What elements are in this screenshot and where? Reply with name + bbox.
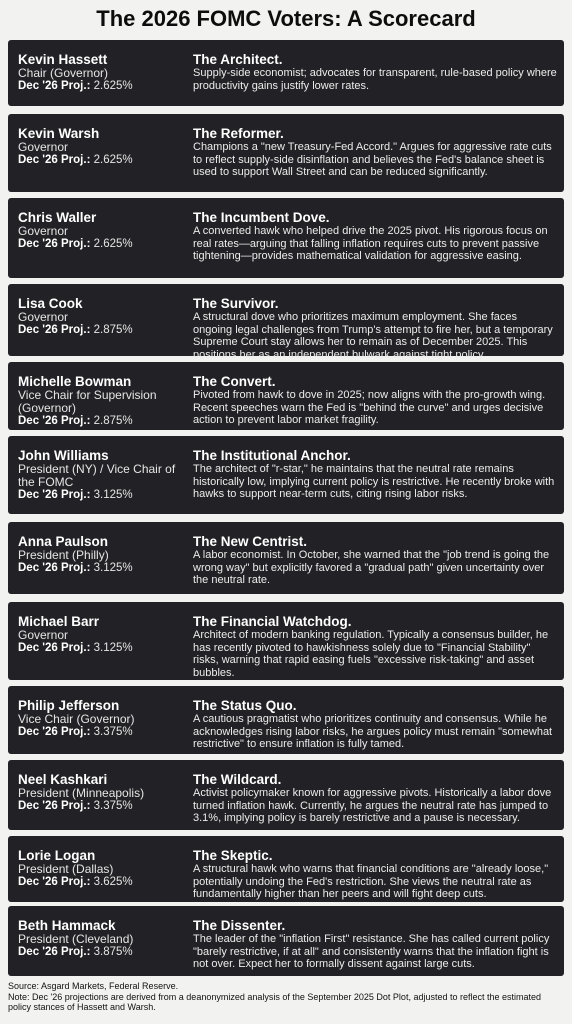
voter-archetype: The New Centrist. [193,534,308,549]
voter-profile [193,614,558,679]
projection-value: 3.125% [93,642,133,654]
voter-card [8,760,564,830]
voter-name: Philip Jefferson [18,698,120,713]
footer-notes [8,981,564,1013]
voter-name: Michelle Bowman [18,374,132,389]
projection-value: 2.875% [93,415,133,427]
voter-name: Kevin Warsh [18,126,100,141]
voter-name: Lorie Logan [18,848,96,863]
voter-projection [18,489,188,502]
voter-archetype: The Survivor. [193,296,279,311]
voter-profile [193,448,558,501]
voter-description: The architect of "r-star," he maintains that the neutral rate remains historically low, implying current policy is restrictive. He recently broke with hawks to support near-term cuts, citing rising labor risks. [193,463,555,501]
voter-description: A structural dove who prioritizes maximum employment. She faces ongoing legal challenges from Trump's attempt to fire her, but a temporary Supreme Court stay allows her to remain as of December 2025. This positions her as an independent bulwark against tight policy. [193,311,553,361]
voter-info [18,52,188,93]
voter-archetype: The Wildcard. [193,772,282,787]
voter-info [18,918,188,959]
voter-card [8,114,564,192]
voter-projection [18,415,188,428]
projection-label: Dec '26 Proj.: [18,489,91,501]
voter-card [8,362,564,430]
voter-card [8,284,564,361]
footer-note: Note: Dec '26 projections are derived from a deanonymized analysis of the September 2025 Dot Plot, adjusted to reflect the estimated policy stances of Hassett and Warsh. [8,991,542,1012]
voter-card [8,436,564,514]
voter-card [8,906,564,976]
voter-name: John Williams [18,448,109,463]
voter-profile [193,772,558,825]
voter-info [18,296,188,337]
voter-projection [18,800,188,813]
voter-projection [18,642,188,655]
voter-name: Anna Paulson [18,534,109,549]
voter-card [8,522,564,594]
footer-source: Source: Asgard Markets, Federal Reserve. [8,981,179,991]
voter-name: Kevin Hassett [18,52,108,67]
voter-info [18,210,188,251]
voter-profile [193,918,558,971]
page-title: The 2026 FOMC Voters: A Scorecard [96,6,476,31]
voter-profile [193,374,558,427]
voter-role: Governor [18,628,69,642]
voter-description: A structural hawk who warns that financial conditions are "already loose," potentially undoing the Fed's restriction. She views the neutral rate as fundamentally higher than her peers and will fight deep cuts. [193,863,549,901]
voter-projection [18,324,188,337]
voter-role: President (Minneapolis) [18,786,145,800]
voter-name: Beth Hammack [18,918,116,933]
voter-name: Chris Waller [18,210,97,225]
voter-role: President (Cleveland) [18,932,134,946]
voter-archetype: The Incumbent Dove. [193,210,330,225]
projection-value: 2.625% [93,80,133,92]
projection-value: 3.375% [93,800,133,812]
voter-archetype: The Architect. [193,52,283,67]
voter-card [8,198,564,278]
voter-info [18,698,188,739]
projection-label: Dec '26 Proj.: [18,726,91,738]
voter-info [18,614,188,655]
projection-label: Dec '26 Proj.: [18,415,91,427]
voter-archetype: The Reformer. [193,126,284,141]
voter-description: Pivoted from hawk to dove in 2025; now aligns with the pro-growth wing. Recent speeches warn the Fed is "behind the curve" and urges decisive action to prevent labor market fragility. [193,389,546,427]
voter-info [18,448,188,502]
voter-role: President (Philly) [18,548,109,562]
voter-profile [193,126,558,179]
voter-projection [18,562,188,575]
voter-projection [18,80,188,93]
voter-role: Governor [18,310,69,324]
voter-name: Neel Kashkari [18,772,108,787]
projection-label: Dec '26 Proj.: [18,238,91,250]
projection-label: Dec '26 Proj.: [18,642,91,654]
projection-value: 3.625% [93,876,133,888]
projection-label: Dec '26 Proj.: [18,946,91,958]
voter-archetype: The Convert. [193,374,276,389]
voter-profile [193,848,558,901]
voter-description: Supply-side economist; advocates for transparent, rule-based policy where productivity gains justify lower rates. [193,67,557,92]
projection-value: 2.625% [93,238,133,250]
voter-description: A cautious pragmatist who prioritizes continuity and consensus. While he acknowledges rising labor risks, he argues policy must remain "somewhat restrictive" to ensure inflation is fully tamed. [193,713,553,751]
voter-projection [18,876,188,889]
voter-info [18,772,188,813]
projection-value: 3.125% [93,489,133,501]
voter-profile [193,698,558,751]
projection-value: 2.875% [93,324,133,336]
voter-description: A labor economist. In October, she warned that the "job trend is going the wrong way" but explicitly favored a "gradual path" given uncertainty over the neutral rate. [193,549,550,587]
voter-archetype: The Dissenter. [193,918,286,933]
projection-label: Dec '26 Proj.: [18,562,91,574]
voter-role: Vice Chair for Supervision (Governor) [18,388,157,415]
projection-label: Dec '26 Proj.: [18,876,91,888]
voter-card [8,686,564,754]
voter-archetype: The Financial Watchdog. [193,614,352,629]
voter-description: Architect of modern banking regulation. Typically a consensus builder, he has recently pivoted to hawkishness solely due to "Financial Stability" risks, warning that rapid easing fuels "excessive risk-taking" and asset bubbles. [193,629,549,679]
voter-card [8,836,564,902]
projection-value: 3.875% [93,946,133,958]
projection-label: Dec '26 Proj.: [18,154,91,166]
projection-label: Dec '26 Proj.: [18,800,91,812]
voter-name: Michael Barr [18,614,100,629]
voter-role: Governor [18,140,69,154]
projection-label: Dec '26 Proj.: [18,324,91,336]
voter-role: Governor [18,224,69,238]
voter-projection [18,946,188,959]
voter-card [8,602,564,680]
voter-description: Activist policymaker known for aggressive pivots. Historically a labor dove turned inflation hawk. Currently, he argues the neutral rate has jumped to 3.1%, implying policy is barely restrictive and a pause is necessary. [193,787,552,825]
voter-description: Champions a "new Treasury-Fed Accord." Argues for aggressive rate cuts to reflect supply-side disinflation and believes the Fed's balance sheet is used to support Wall Street and can be reduced significantly. [193,141,552,179]
projection-value: 3.375% [93,726,133,738]
voter-projection [18,154,188,167]
voter-name: Lisa Cook [18,296,83,311]
voter-info [18,534,188,575]
voter-archetype: The Status Quo. [193,698,297,713]
voter-description: A converted hawk who helped drive the 2025 pivot. His rigorous focus on real rates—arguing that falling inflation requires cuts to prevent passive tightening—provides mathematical validation for aggressive easing. [193,225,548,263]
voter-info [18,848,188,889]
voter-archetype: The Institutional Anchor. [193,448,351,463]
voter-description: The leader of the "inflation First" resistance. She has called current policy "barely restrictive, if at all" and consistently warns that the inflation fight is not over. Expect her to formally dissent against large cuts. [193,933,550,971]
voter-archetype: The Skeptic. [193,848,273,863]
projection-value: 2.625% [93,154,133,166]
voter-card [8,40,564,106]
voter-profile [193,296,558,361]
voter-info [18,126,188,167]
projection-value: 3.125% [93,562,133,574]
voter-role: Chair (Governor) [18,66,109,80]
voter-role: President (NY) / Vice Chair of the FOMC [18,462,176,489]
voter-role: Vice Chair (Governor) [18,712,135,726]
voter-profile [193,210,558,263]
voter-profile [193,534,558,587]
voter-role: President (Dallas) [18,862,114,876]
voter-info [18,374,188,428]
voter-projection [18,726,188,739]
voter-projection [18,238,188,251]
projection-label: Dec '26 Proj.: [18,80,91,92]
voter-profile [193,52,558,92]
